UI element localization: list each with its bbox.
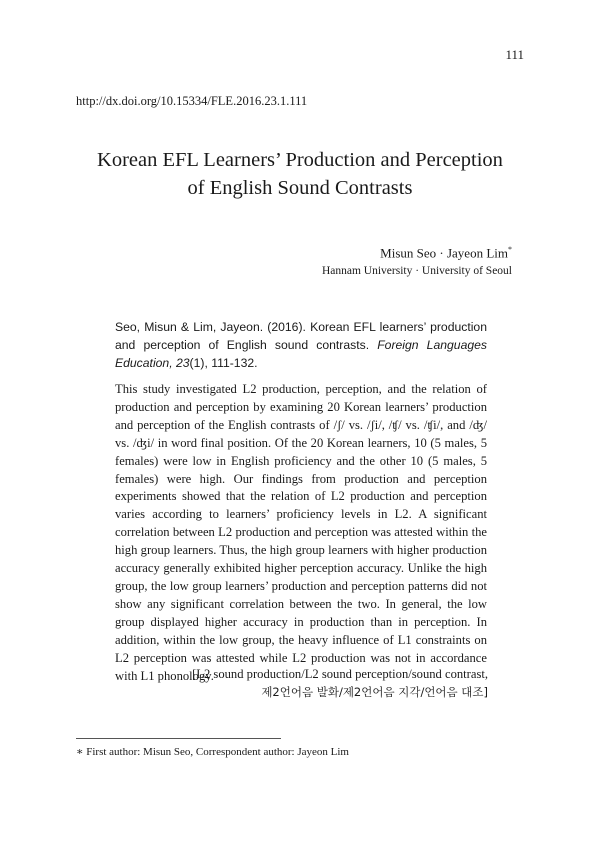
citation-issue: (1), 111-132.	[189, 356, 258, 370]
citation-journal: Foreign Languages Education, 23	[115, 338, 487, 370]
page-number: 111	[505, 47, 524, 62]
footnote: ∗ First author: Misun Seo, Correspondent author: Jayeon Lim	[76, 746, 349, 758]
keywords-korean: 제2언어음 발화/제2언어음 지각/언어음 대조]	[261, 685, 488, 699]
citation-text: Seo, Misun & Lim, Jayeon. (2016). Korean EFL learners’ production and perception of English sound contrasts.	[115, 320, 487, 352]
citation	[115, 318, 487, 372]
keywords	[192, 665, 488, 701]
author-block	[322, 241, 512, 280]
author-names: Misun Seo · Jayeon Lim	[380, 245, 508, 261]
author-names-line	[322, 241, 512, 262]
title-line-2: of English Sound Contrasts	[187, 177, 413, 199]
author-marker: *	[508, 245, 512, 254]
keywords-english: [L2 sound production/L2 sound perception/sound contrast,	[192, 667, 488, 681]
footnote-divider	[76, 738, 281, 739]
author-affiliation: Hannam University · University of Seoul	[321, 265, 512, 278]
doi-link[interactable]: http://dx.doi.org/10.15334/FLE.2016.23.1.111	[76, 94, 308, 108]
abstract: This study investigated L2 production, perception, and the relation of production and perception by examining 20 Korean learners’ production and perception of the English contrasts of /ʃ/ vs. /ʃi/, /ʧ/ vs. /ʧi/, and /ʤ/ vs. /ʤi/ in word final position. Of the 20 Korean learners, 10 (5 males, 5 females) were low in English proficiency and the other 10 (5 males, 5 females) were high. Our findings from production and perception experiments showed that the relation of L2 production and perception varies according to learners’ proficiency levels in L2. A significant correlation between L2 production and perception was attested within the high group learners. Thus, the high group learners with higher production accuracy generally exhibited higher perception accuracy. Unlike the high group, the low group learners’ production and perception patterns did not show any significant correlation between the two. In general, the low group displayed higher accuracy in production than in perception. In addition, within the low group, the heavy influence of L1 constraints on L2 perception was attested while L2 production was not in accordance with L1 phonology.	[115, 382, 487, 683]
title-line-1: Korean EFL Learners’ Production and Perception	[97, 149, 503, 171]
paper-title	[60, 146, 540, 202]
